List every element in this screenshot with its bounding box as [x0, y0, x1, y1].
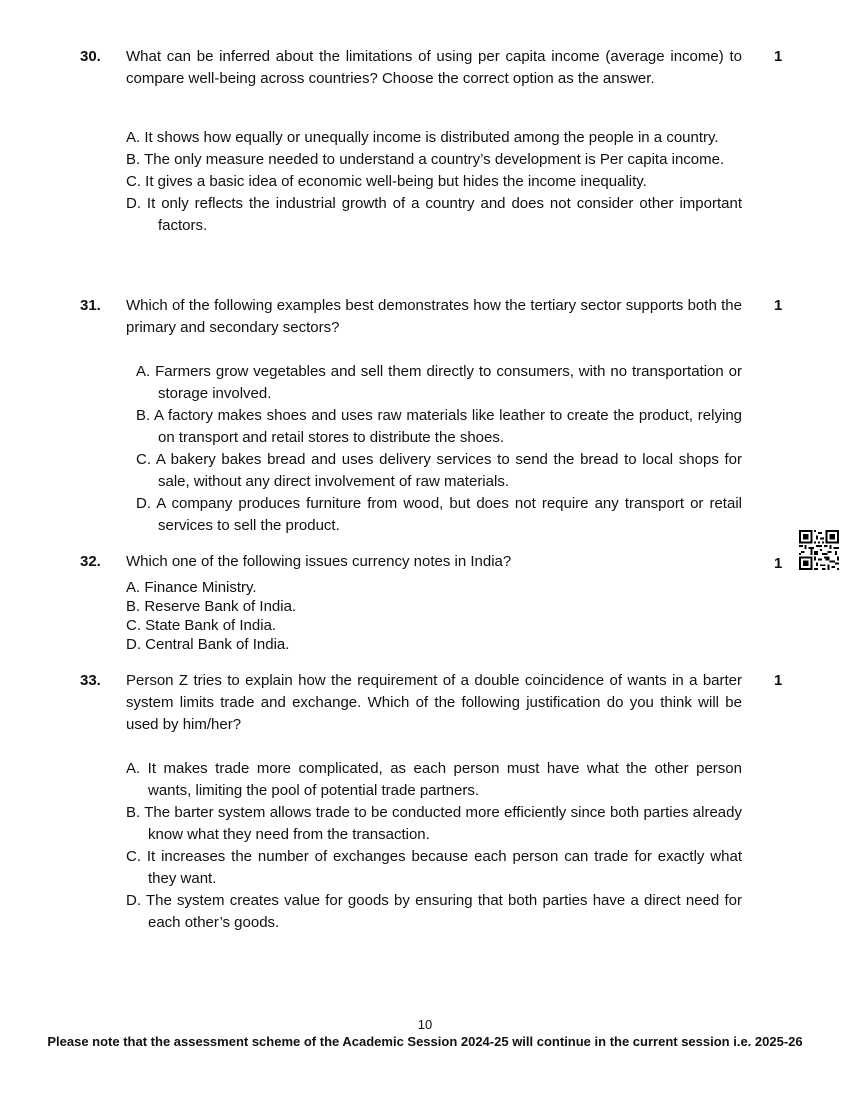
option-b: B. Reserve Bank of India. [126, 598, 297, 615]
question-text: Which of the following examples best demonstrates how the tertiary sector supports both the primary and secondary sectors? [126, 297, 742, 336]
option-b: B. The barter system allows trade to be conducted more efficiently since both parties already know what they need from the transaction. [126, 804, 742, 843]
option-c: C. A bakery bakes bread and uses delivery services to send the bread to local shops for sale, without any direct involvement of raw materials. [136, 451, 742, 490]
question-text: Which one of the following issues currency notes in India? [126, 553, 512, 570]
option-a: A. Finance Ministry. [126, 579, 257, 596]
option-a: A. Farmers grow vegetables and sell them directly to consumers, with no transportation or storage involved. [136, 363, 742, 402]
option-c: C. It gives a basic idea of economic well-being but hides the income inequality. [126, 173, 647, 190]
marks: 1 [774, 48, 783, 65]
marks: 1 [774, 555, 783, 572]
question-number: 33. [80, 672, 101, 689]
question-text: What can be inferred about the limitations of using per capita income (average income) to compare well-being across countries? Choose the correct option as the answer. [126, 48, 742, 87]
option-c: C. State Bank of India. [126, 617, 277, 634]
option-c: C. It increases the number of exchanges because each person can trade for exactly what they want. [126, 848, 742, 887]
options-list-32 [126, 578, 742, 654]
question-number: 31. [80, 297, 101, 314]
options-list-31 [136, 361, 742, 537]
options-list-33 [126, 758, 742, 934]
footer-note: Please note that the assessment scheme of the Academic Session 2024-25 will continue in the current session i.e. 2025-26 [47, 1034, 803, 1049]
option-d: D. Central Bank of India. [126, 636, 290, 653]
marks: 1 [774, 297, 783, 314]
option-b: B. A factory makes shoes and uses raw materials like leather to create the product, relying on transport and retail stores to distribute the shoes. [136, 407, 742, 446]
qr-code-icon [799, 530, 839, 570]
option-a: A. It makes trade more complicated, as each person must have what the other person wants, limiting the pool of potential trade partners. [126, 760, 742, 799]
marks: 1 [774, 672, 783, 689]
question-number: 32. [80, 553, 101, 570]
question-number: 30. [80, 48, 101, 65]
option-d: D. It only reflects the industrial growth of a country and does not consider other important factors. [126, 195, 742, 234]
options-list-30 [126, 127, 742, 237]
option-a: A. It shows how equally or unequally income is distributed among the people in a country. [126, 129, 719, 146]
page-number: 10 [417, 1017, 433, 1032]
option-d: D. A company produces furniture from wood, but does not require any transport or retail services to sell the product. [136, 495, 742, 534]
question-text: Person Z tries to explain how the requirement of a double coincidence of wants in a barter system limits trade and exchange. Which of the following justification do you think will be used by him/her? [126, 672, 742, 733]
option-d: D. The system creates value for goods by ensuring that both parties have a direct need for each other’s goods. [126, 892, 742, 931]
option-b: B. The only measure needed to understand a country’s development is Per capita income. [126, 151, 725, 168]
